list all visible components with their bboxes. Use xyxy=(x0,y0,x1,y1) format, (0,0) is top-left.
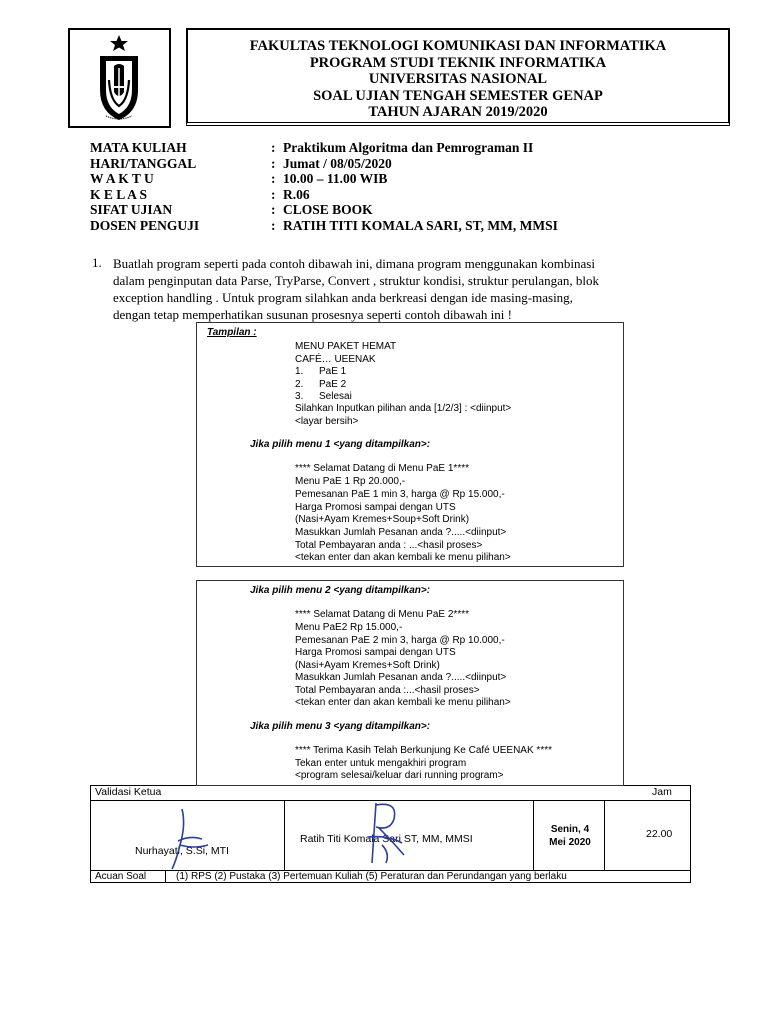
header-program: PROGRAM STUDI TEKNIK INFORMATIKA xyxy=(309,54,607,71)
section-2-line: Masukkan Jumlah Pesanan anda ?.....<diinput> xyxy=(295,672,507,683)
exam-date xyxy=(540,823,600,849)
section-1-line: Menu PaE 1 Rp 20.000,- xyxy=(295,476,406,487)
section-1-line: Total Pembayaran anda : ...<hasil proses> xyxy=(295,540,483,551)
dosen-name: Ratih Titi Komala Sari ST, MM, MMSI xyxy=(300,833,473,845)
info-colon: : xyxy=(271,140,276,155)
section-1-line: Masukkan Jumlah Pesanan anda ?.....<diinput> xyxy=(295,527,507,538)
info-value: Jumat / 08/05/2020 xyxy=(283,155,392,171)
info-value: 10.00 – 11.00 WIB xyxy=(283,171,388,186)
info-label: K E L A S xyxy=(90,186,148,202)
info-row-exam-type xyxy=(90,202,730,218)
question-number: 1. xyxy=(92,255,102,270)
info-label: MATA KULIAH xyxy=(90,140,187,155)
exam-header xyxy=(186,28,730,126)
section-1-line: <tekan enter dan akan kembali ke menu pilihan> xyxy=(295,552,511,563)
validasi-label: Validasi Ketua xyxy=(95,786,162,798)
exam-date-line-2: Mei 2020 xyxy=(549,837,591,848)
question-text xyxy=(113,255,723,323)
example-output-box-2 xyxy=(196,580,624,786)
info-colon: : xyxy=(271,171,276,186)
menu-item-text: PaE 1 xyxy=(319,366,347,377)
section-3-line: Tekan enter untuk mengakhiri program xyxy=(295,758,467,769)
info-value: RATIH TITI KOMALA SARI, ST, MM, MMSI xyxy=(283,217,558,233)
section-3-title: Jika pilih menu 3 <yang ditampilkan>: xyxy=(250,721,431,732)
ketua-signature-icon xyxy=(160,805,220,873)
signature-table xyxy=(90,785,691,883)
exam-info xyxy=(90,140,730,233)
jam-value: 22.00 xyxy=(646,828,673,840)
section-1-line: (Nasi+Ayam Kremes+Soup+Soft Drink) xyxy=(295,514,470,525)
example-title: Tampilan : xyxy=(207,327,257,338)
menu-item-number: 1. xyxy=(295,366,304,377)
section-2-line: (Nasi+Ayam Kremes+Soft Drink) xyxy=(295,660,440,671)
section-3-line: <program selesai/keluar dari running program> xyxy=(295,770,504,781)
university-logo-box xyxy=(68,28,171,128)
info-row-course xyxy=(90,140,730,156)
info-label: SIFAT UJIAN xyxy=(90,202,173,217)
section-2-title: Jika pilih menu 2 <yang ditampilkan>: xyxy=(250,585,431,596)
info-row-examiner xyxy=(90,218,730,234)
question-line: dalam penginputan data Parse, TryParse, Convert , struktur kondisi, struktur perulangan, blok xyxy=(113,273,599,288)
header-academic-year: TAHUN AJARAN 2019/2020 xyxy=(368,104,548,121)
section-2-line: **** Selamat Datang di Menu PaE 2**** xyxy=(295,609,469,620)
info-label: HARI/TANGGAL xyxy=(90,155,197,171)
dosen-signature-icon xyxy=(358,797,418,869)
question-line: dengan tetap memperhatikan susunan prosesnya seperti contoh dibawah ini ! xyxy=(113,307,512,322)
section-2-line: Harga Promosi sampai dengan UTS xyxy=(295,647,456,658)
section-2-line: Menu PaE2 Rp 15.000,- xyxy=(295,622,403,633)
acuan-label: Acuan Soal xyxy=(95,871,147,882)
example-output-box-1 xyxy=(196,322,624,567)
info-colon: : xyxy=(271,186,276,202)
menu-item-number: 3. xyxy=(295,391,304,402)
ketua-name: Nurhayati, S.Si, MTI xyxy=(135,845,229,857)
info-colon: : xyxy=(271,155,276,171)
acuan-value: (1) RPS (2) Pustaka (3) Pertemuan Kuliah (5) Peraturan dan Perundangan yang berlaku xyxy=(176,871,567,882)
section-2-line: <tekan enter dan akan kembali ke menu pilihan> xyxy=(295,697,511,708)
question-line: exception handling . Untuk program silahkan anda berkreasi dengan ide masing-masing, xyxy=(113,290,573,305)
header-university: UNIVERSITAS NASIONAL xyxy=(368,71,548,88)
menu-title: MENU PAKET HEMAT xyxy=(295,341,397,352)
header-exam-title: SOAL UJIAN TENGAH SEMESTER GENAP xyxy=(313,87,603,104)
info-row-class xyxy=(90,187,730,203)
info-label: DOSEN PENGUJI xyxy=(90,217,200,233)
section-2-line: Pemesanan PaE 2 min 3, harga @ Rp 10.000,- xyxy=(295,635,505,646)
menu-item-number: 2. xyxy=(295,379,304,390)
section-2-line: Total Pembayaran anda :...<hasil proses> xyxy=(295,685,480,696)
section-1-line: Harga Promosi sampai dengan UTS xyxy=(295,502,456,513)
info-row-time xyxy=(90,171,730,187)
menu-prompt-clear: <layar bersih> xyxy=(295,416,359,427)
info-colon: : xyxy=(271,217,276,233)
info-row-date xyxy=(90,156,730,172)
exam-date-line-1: Senin, 4 xyxy=(550,824,590,835)
section-3-line: **** Terima Kasih Telah Berkunjung Ke Café UEENAK **** xyxy=(295,745,552,756)
info-value: Praktikum Algoritma dan Pemrograman II xyxy=(283,140,534,155)
university-logo-icon xyxy=(70,30,169,126)
menu-subtitle: CAFÉ… UEENAK xyxy=(295,354,376,365)
question-line: Buatlah program seperti pada contoh dibawah ini, dimana program menggunakan kombinasi xyxy=(113,256,595,271)
info-label: W A K T U xyxy=(90,171,154,186)
section-1-title: Jika pilih menu 1 <yang ditampilkan>: xyxy=(250,439,431,450)
section-1-line: Pemesanan PaE 1 min 3, harga @ Rp 15.000,- xyxy=(295,489,505,500)
menu-item-text: PaE 2 xyxy=(319,379,347,390)
jam-label: Jam xyxy=(652,786,672,798)
info-value: R.06 xyxy=(283,186,310,202)
header-faculty: FAKULTAS TEKNOLOGI KOMUNIKASI DAN INFORMATIKA xyxy=(249,38,667,54)
section-1-line: **** Selamat Datang di Menu PaE 1**** xyxy=(295,463,469,474)
menu-prompt: Silahkan Inputkan pilihan anda [1/2/3] : <diinput> xyxy=(295,403,512,414)
menu-item-text: Selesai xyxy=(319,391,352,402)
info-value: CLOSE BOOK xyxy=(283,202,373,217)
info-colon: : xyxy=(271,202,276,217)
